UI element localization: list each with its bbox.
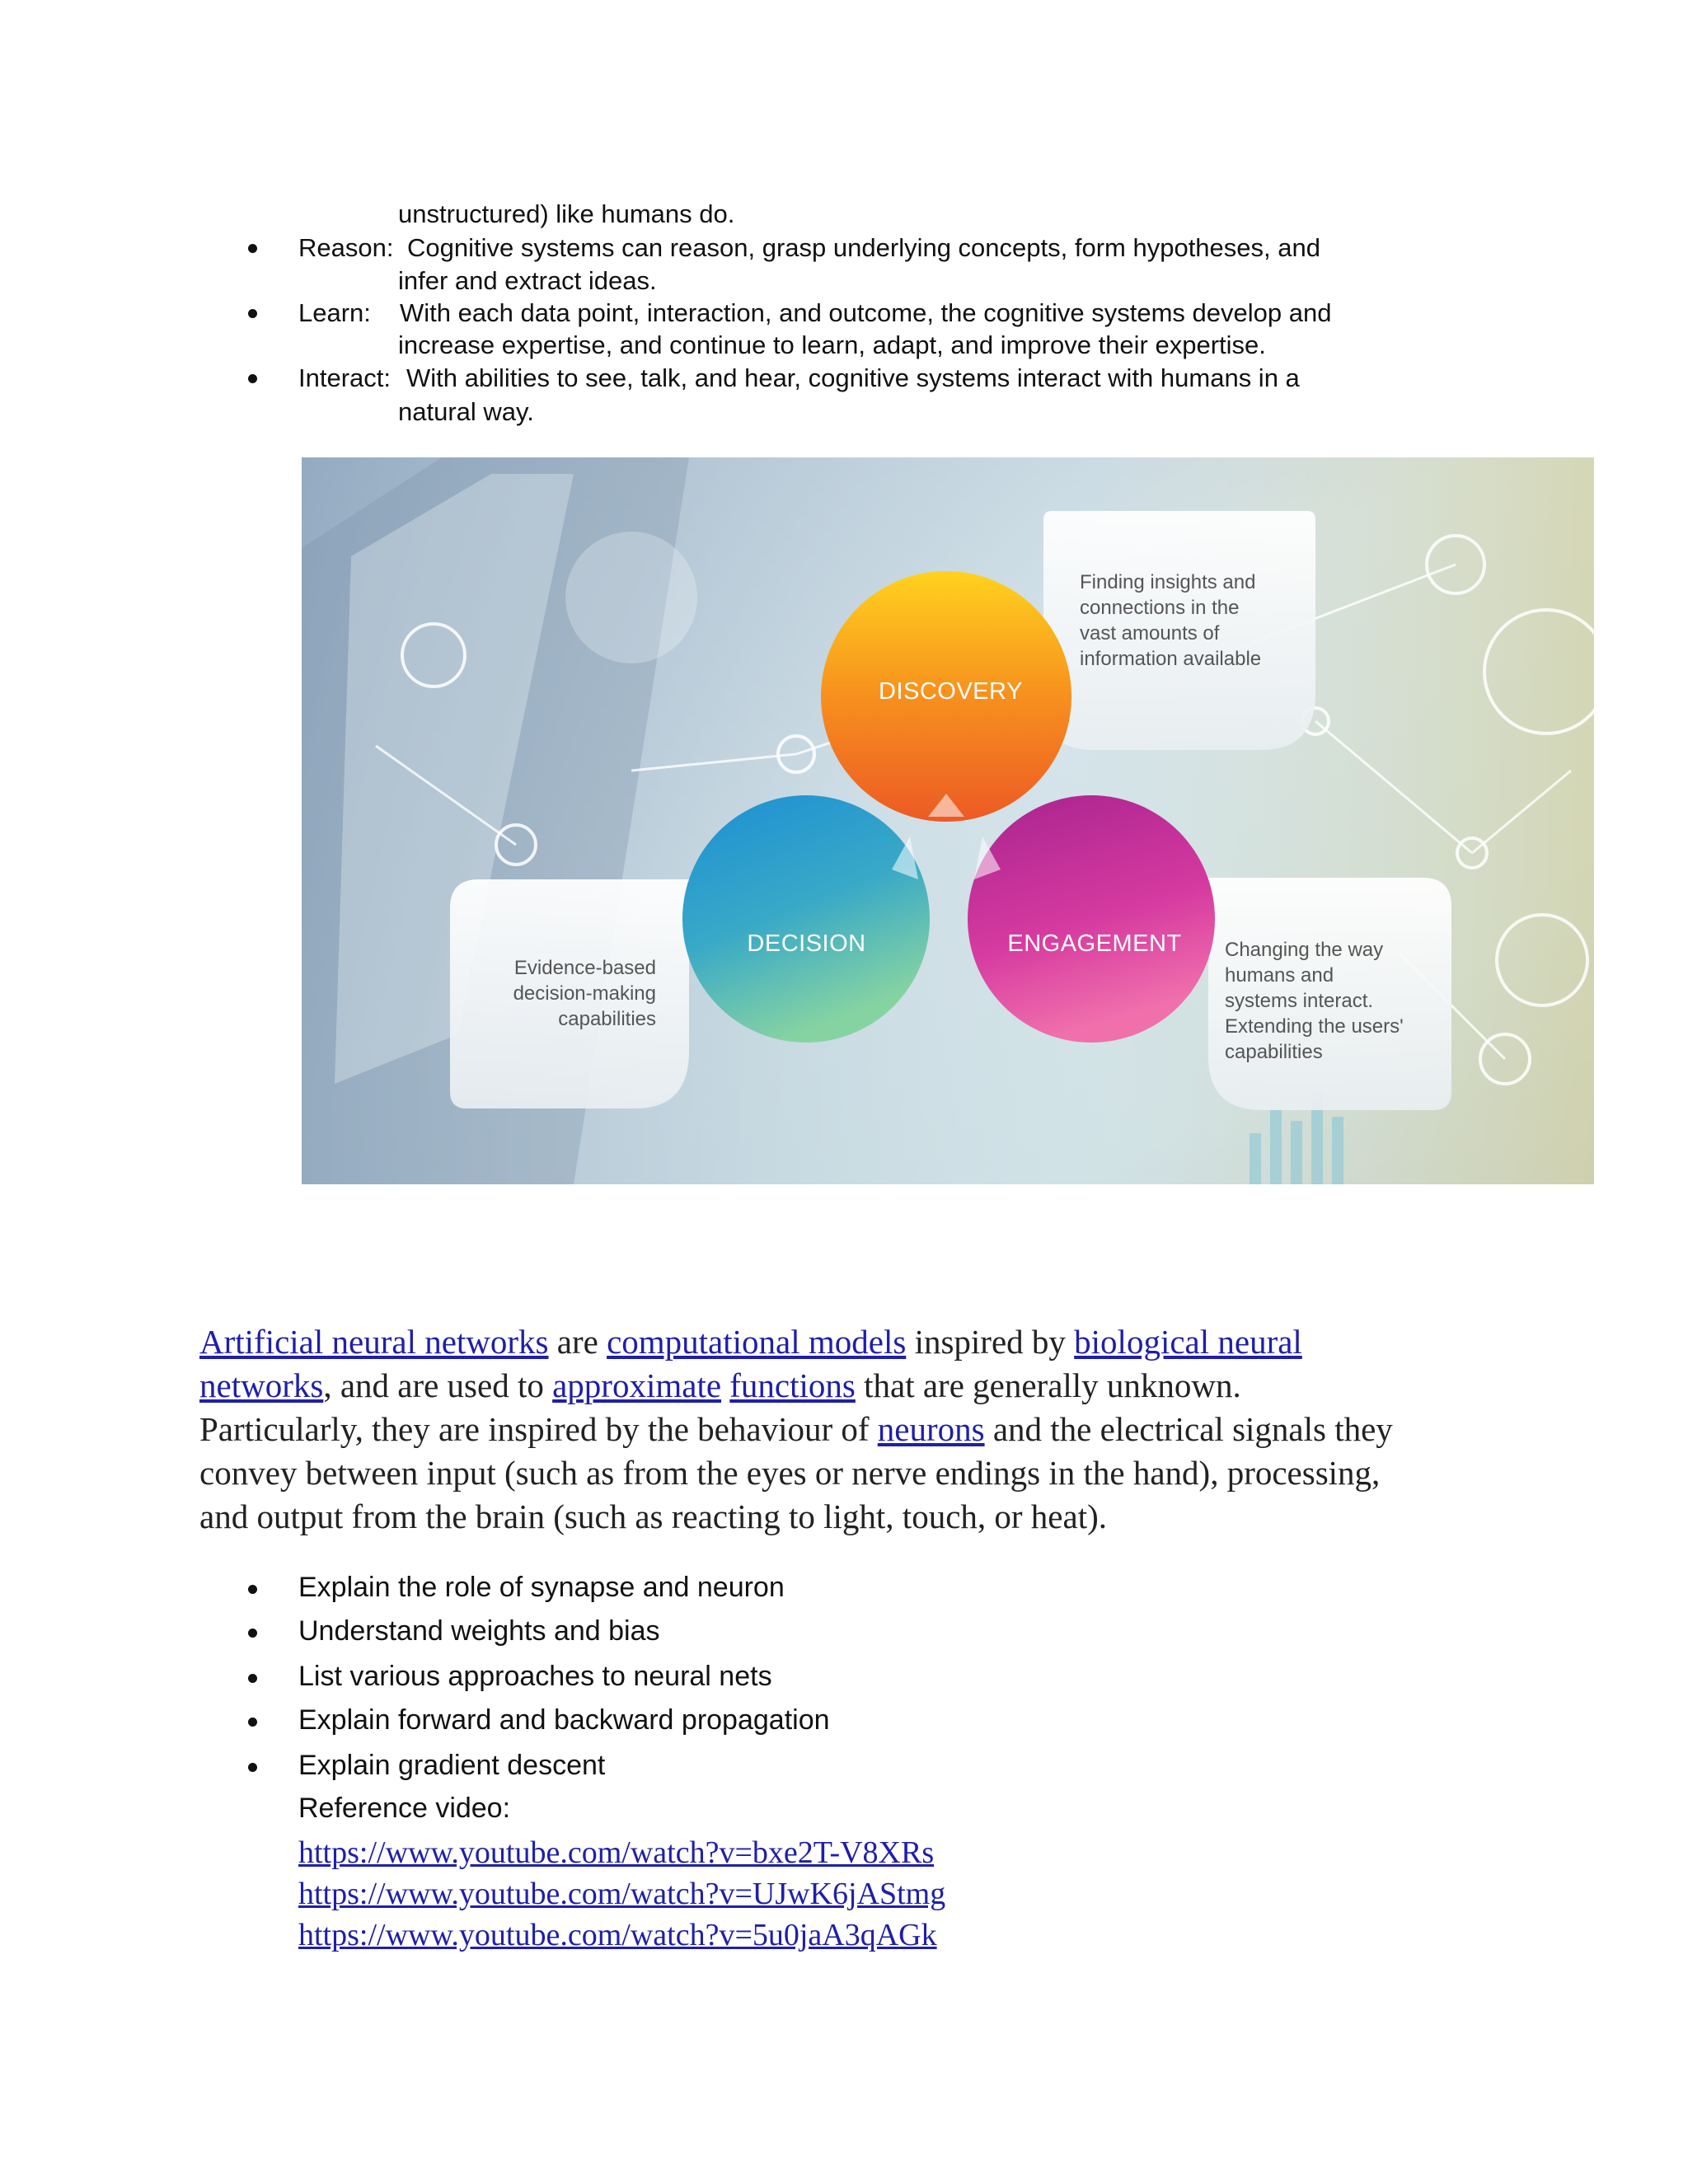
bullet-icon — [248, 244, 257, 253]
list-text-learn-2: increase expertise, and continue to learn, adapt, and improve their expertise. — [398, 330, 1266, 359]
objective-item: List various approaches to neural nets — [298, 1661, 772, 1692]
discovery-description: Finding insights and connections in the vast amounts of information available — [1080, 571, 1262, 670]
list-text-learn-1: With each data point, interaction, and outcome, the cognitive systems develop and — [400, 298, 1332, 327]
link-approximate[interactable]: approximate — [552, 1366, 722, 1404]
cognitive-systems-figure — [302, 457, 1594, 1184]
list-term-learn: Learn: — [298, 298, 371, 327]
list-text-interact-2: natural way. — [398, 397, 534, 426]
objective-item: Explain forward and backward propagation — [298, 1704, 830, 1736]
objective-item: Explain gradient descent — [298, 1750, 606, 1781]
bullet-icon — [248, 309, 257, 318]
para-text: are — [548, 1323, 607, 1361]
bullet-icon — [248, 1674, 257, 1683]
para-text — [721, 1366, 729, 1404]
engagement-label: ENGAGEMENT — [1007, 930, 1182, 957]
bullet-icon — [248, 374, 257, 383]
reference-label: Reference video: — [298, 1793, 511, 1824]
link-computational-models[interactable]: computational models — [607, 1323, 907, 1361]
list-term-reason: Reason: — [298, 233, 394, 262]
video-link-3[interactable]: https://www.youtube.com/watch?v=5u0jaA3qAGk — [298, 1918, 937, 1952]
list-term-interact: Interact: — [298, 363, 391, 392]
neural-network-paragraph — [199, 1320, 1601, 1539]
para-text: that are generally unknown. — [855, 1366, 1241, 1404]
objective-item: Explain the role of synapse and neuron — [298, 1572, 785, 1603]
link-functions[interactable]: functions — [729, 1366, 856, 1404]
para-line: convey between input (such as from the eyes or nerve endings in the hand), processing, — [199, 1454, 1381, 1492]
figure-illustration — [302, 457, 1594, 1184]
para-text: inspired by — [906, 1323, 1075, 1361]
link-biological-neural-networks-cont[interactable]: networks — [199, 1366, 324, 1404]
bullet-icon — [248, 1585, 257, 1594]
list-text-reason-1: Cognitive systems can reason, grasp underlying concepts, form hypotheses, and — [407, 233, 1320, 262]
video-link-2[interactable]: https://www.youtube.com/watch?v=UJwK6jAStmg — [298, 1877, 946, 1911]
reference-video-links — [298, 1832, 945, 1956]
para-text: Particularly, they are inspired by the behaviour of — [199, 1410, 878, 1448]
para-line: and output from the brain (such as reacting to light, touch, or heat). — [199, 1497, 1107, 1535]
bullet-icon — [248, 1629, 257, 1638]
para-text: , and are used to — [323, 1366, 553, 1404]
video-link-1[interactable]: https://www.youtube.com/watch?v=bxe2T-V8XRs — [298, 1835, 935, 1870]
discovery-label: DISCOVERY — [879, 678, 1023, 705]
link-artificial-neural-networks[interactable]: Artificial neural networks — [199, 1323, 549, 1361]
list-text-interact-1: With abilities to see, talk, and hear, cognitive systems interact with humans in a — [406, 363, 1300, 392]
link-biological-neural-networks[interactable]: biological neural — [1074, 1323, 1302, 1361]
list-continuation: unstructured) like humans do. — [398, 199, 735, 228]
objective-item: Understand weights and bias — [298, 1615, 660, 1647]
list-text-reason-2: infer and extract ideas. — [398, 266, 657, 295]
decision-description: Evidence-based decision-making capabilities — [513, 957, 656, 1030]
decision-label: DECISION — [747, 930, 866, 957]
bullet-icon — [248, 1763, 257, 1772]
para-text: and the electrical signals they — [984, 1410, 1393, 1448]
link-neurons[interactable]: neurons — [877, 1410, 985, 1448]
engagement-description: Changing the way humans and systems interact. Extending the users' capabilities — [1225, 939, 1404, 1063]
bullet-icon — [248, 1718, 257, 1727]
